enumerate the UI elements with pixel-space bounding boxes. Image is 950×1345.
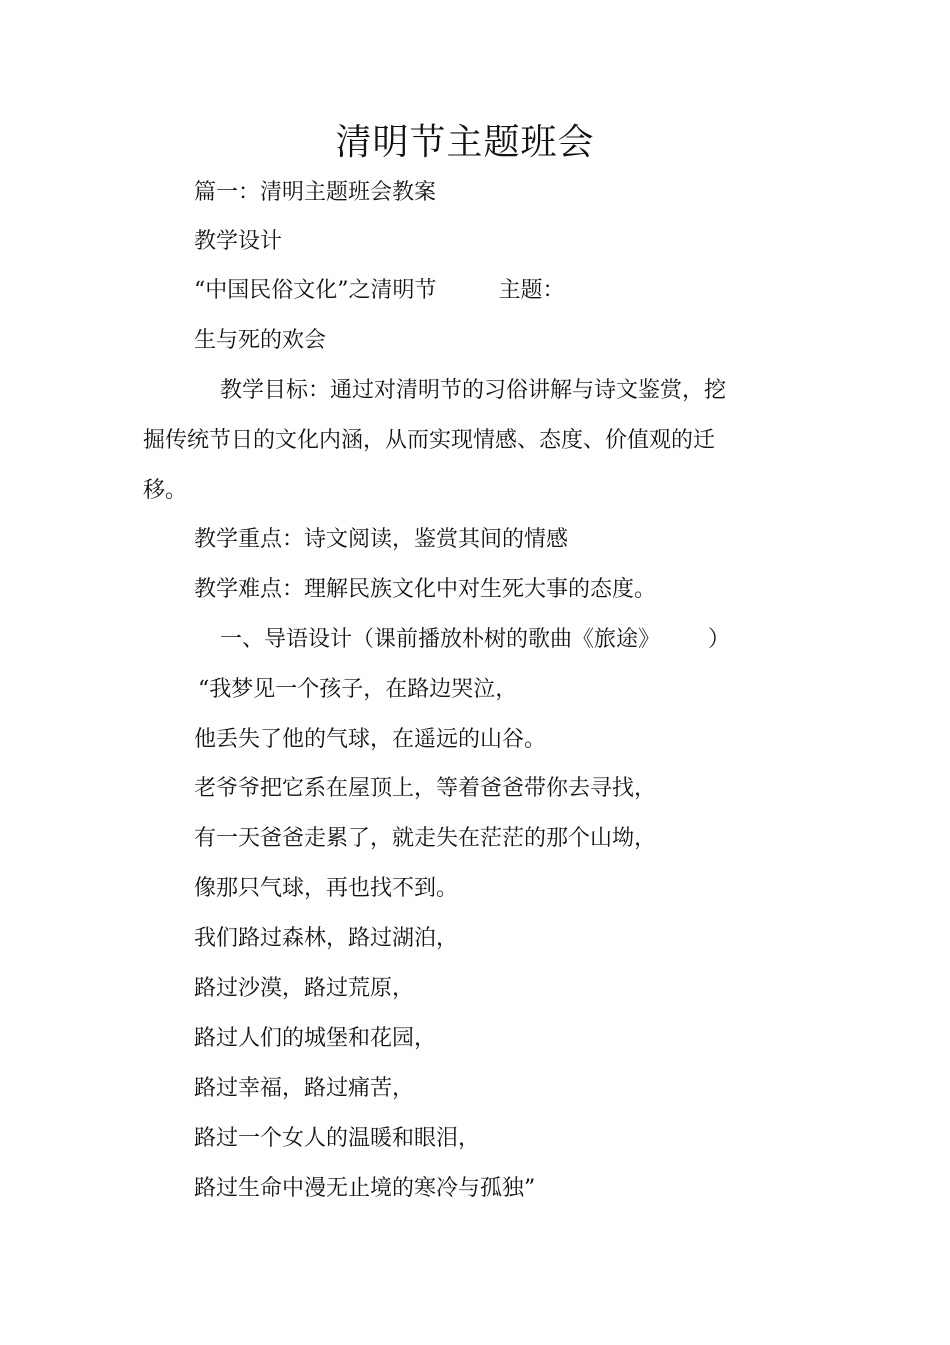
lyric-line: “我梦见一个孩子，在路边哭泣， xyxy=(198,677,518,702)
paragraph-line: 教学设计 xyxy=(194,229,283,254)
paragraph-line-with-gap xyxy=(220,625,730,655)
paragraph-line: 移。 xyxy=(143,478,188,503)
closing-paren: ） xyxy=(708,627,731,652)
lyric-line: 我们路过森林，路过湖泊， xyxy=(194,926,459,951)
paragraph-line: 教学难点：理解民族文化中对生死大事的态度。 xyxy=(194,577,657,602)
lyric-line: 路过沙漠，路过荒原， xyxy=(194,976,415,1001)
theme-name: “中国民俗文化”之清明节 xyxy=(194,278,437,303)
paragraph-line: 教学目标：通过对清明节的习俗讲解与诗文鉴赏，挖 xyxy=(220,378,727,403)
theme-label: 主题： xyxy=(498,278,565,303)
lyric-line: 他丢失了他的气球，在遥远的山谷。 xyxy=(194,727,547,752)
paragraph-line: 掘传统节日的文化内涵，从而实现情感、态度、价值观的迁 xyxy=(143,428,716,453)
lyric-line: 有一天爸爸走累了，就走失在茫茫的那个山坳， xyxy=(194,826,657,851)
intro-heading: 一、导语设计（课前播放朴树的歌曲《旅途》 xyxy=(220,627,661,652)
lyric-line: 老爷爷把它系在屋顶上，等着爸爸带你去寻找， xyxy=(194,776,657,801)
document-title: 清明节主题班会 xyxy=(335,122,595,163)
paragraph-line: 教学重点：诗文阅读，鉴赏其间的情感 xyxy=(194,527,569,552)
paragraph-line-with-gap xyxy=(194,276,565,306)
lyric-line: 路过生命中漫无止境的寒冷与孤独” xyxy=(194,1176,536,1201)
lyric-line: 路过幸福，路过痛苦， xyxy=(194,1076,415,1101)
paragraph-line: 生与死的欢会 xyxy=(194,328,327,353)
lyric-line: 像那只气球，再也找不到。 xyxy=(194,876,459,901)
section-heading: 篇一：清明主题班会教案 xyxy=(194,180,437,205)
lyric-line: 路过人们的城堡和花园， xyxy=(194,1026,437,1051)
lyric-line: 路过一个女人的温暖和眼泪， xyxy=(194,1126,481,1151)
